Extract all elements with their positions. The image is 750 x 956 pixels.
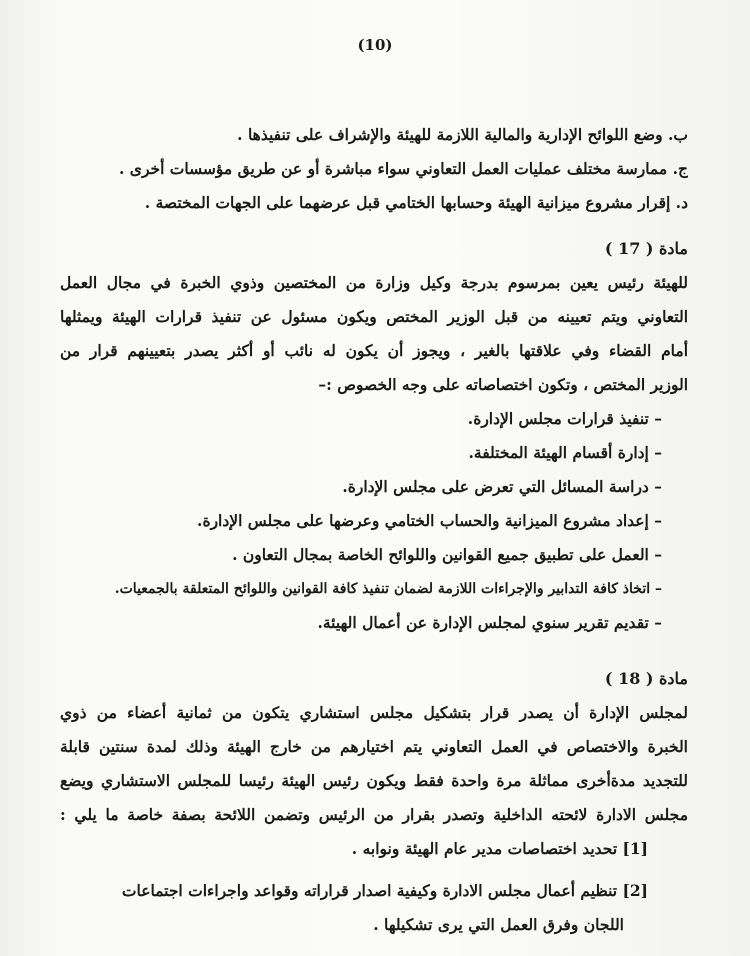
list-item: – تقديم تقرير سنوي لمجلس الإدارة عن أعمال الهيئة. xyxy=(317,613,662,632)
article-17-line: التعاوني ويتم تعيينه من قبل الوزير المختص ويكون مسئول عن تنفيذ قرارات الهيئة ويمثلها xyxy=(60,307,688,326)
document-body xyxy=(60,118,688,942)
article-18-line: الخبرة والاختصاص في العمل التعاوني يتم اختيارهم من خارج الهيئة وذلك لمدة سنتين قابلة xyxy=(60,737,688,756)
article-18-line: مجلس الادارة لائحته الداخلية وتصدر بقرار من الرئيس وتضمن اللائحة بصفة خاصة ما يلي : xyxy=(60,805,688,824)
article-17-line: للهيئة رئيس يعين بمرسوم بدرجة وكيل وزارة من المختصين وذوي الخبرة في مجال العمل xyxy=(60,273,688,292)
intro-item-b: ب. وضع اللوائح الإدارية والمالية اللازمة للهيئة والإشراف على تنفيذها . xyxy=(237,125,688,144)
article-18-heading: مادة ( 18 ) xyxy=(604,669,688,688)
article-18-line: لمجلس الإدارة أن يصدر قرار بتشكيل مجلس استشاري يتكون من ثمانية أعضاء من ذوي xyxy=(60,703,688,722)
article-17-line: الوزير المختص ، وتكون اختصاصاته على وجه الخصوص :– xyxy=(318,375,688,394)
list-item: – دراسة المسائل التي تعرض على مجلس الإدارة. xyxy=(342,477,662,496)
intro-items xyxy=(60,118,688,220)
article-18-paragraph xyxy=(60,696,688,832)
numbered-item-1: [1] تحديد اختصاصات مدير عام الهيئة ونوابه . xyxy=(351,839,648,858)
list-item: – تنفيذ قرارات مجلس الإدارة. xyxy=(467,409,662,428)
list-item: – العمل على تطبيق جميع القوانين واللوائح الخاصة بمجال التعاون . xyxy=(232,545,662,564)
article-18-items xyxy=(60,832,688,942)
spacer xyxy=(60,866,688,874)
numbered-item-2: [2] تنظيم أعمال مجلس الادارة وكيفية اصدار قراراته وقواعد واجراءات اجتماعات xyxy=(121,881,648,900)
list-item: – إعداد مشروع الميزانية والحساب الختامي وعرضها على مجلس الإدارة. xyxy=(197,511,662,530)
list-item: – إدارة أقسام الهيئة المختلفة. xyxy=(468,443,662,462)
list-item: – اتخاذ كافة التدابير والإجراءات اللازمة لضمان تنفيذ كافة القوانين واللوائح المتعلقة بالجمعيات. xyxy=(114,581,662,597)
intro-item-d: د. إقرار مشروع ميزانية الهيئة وحسابها الختامي قبل عرضهما على الجهات المختصة . xyxy=(144,193,688,212)
article-17-line: أمام القضاء وفي علاقتها بالغير ، ويجوز أن يكون له نائب أو أكثر يصدر بتعيينهم قرار من xyxy=(60,341,688,360)
numbered-item-2-continued: اللجان وفرق العمل التي يرى تشكيلها . xyxy=(373,915,624,934)
article-18-line: للتجديد مدةأخرى مماثلة مرة واحدة فقط ويكون رئيس الهيئة رئيسا للمجلس الاستشاري ويضع xyxy=(60,771,688,790)
page-number: (10) xyxy=(357,36,393,54)
article-17-heading: مادة ( 17 ) xyxy=(604,239,688,258)
intro-item-j: ج. ممارسة مختلف عمليات العمل التعاوني سواء مباشرة أو عن طريق مؤسسات أخرى . xyxy=(119,159,688,178)
article-17-paragraph xyxy=(60,266,688,402)
article-17-duties-list xyxy=(60,402,688,640)
